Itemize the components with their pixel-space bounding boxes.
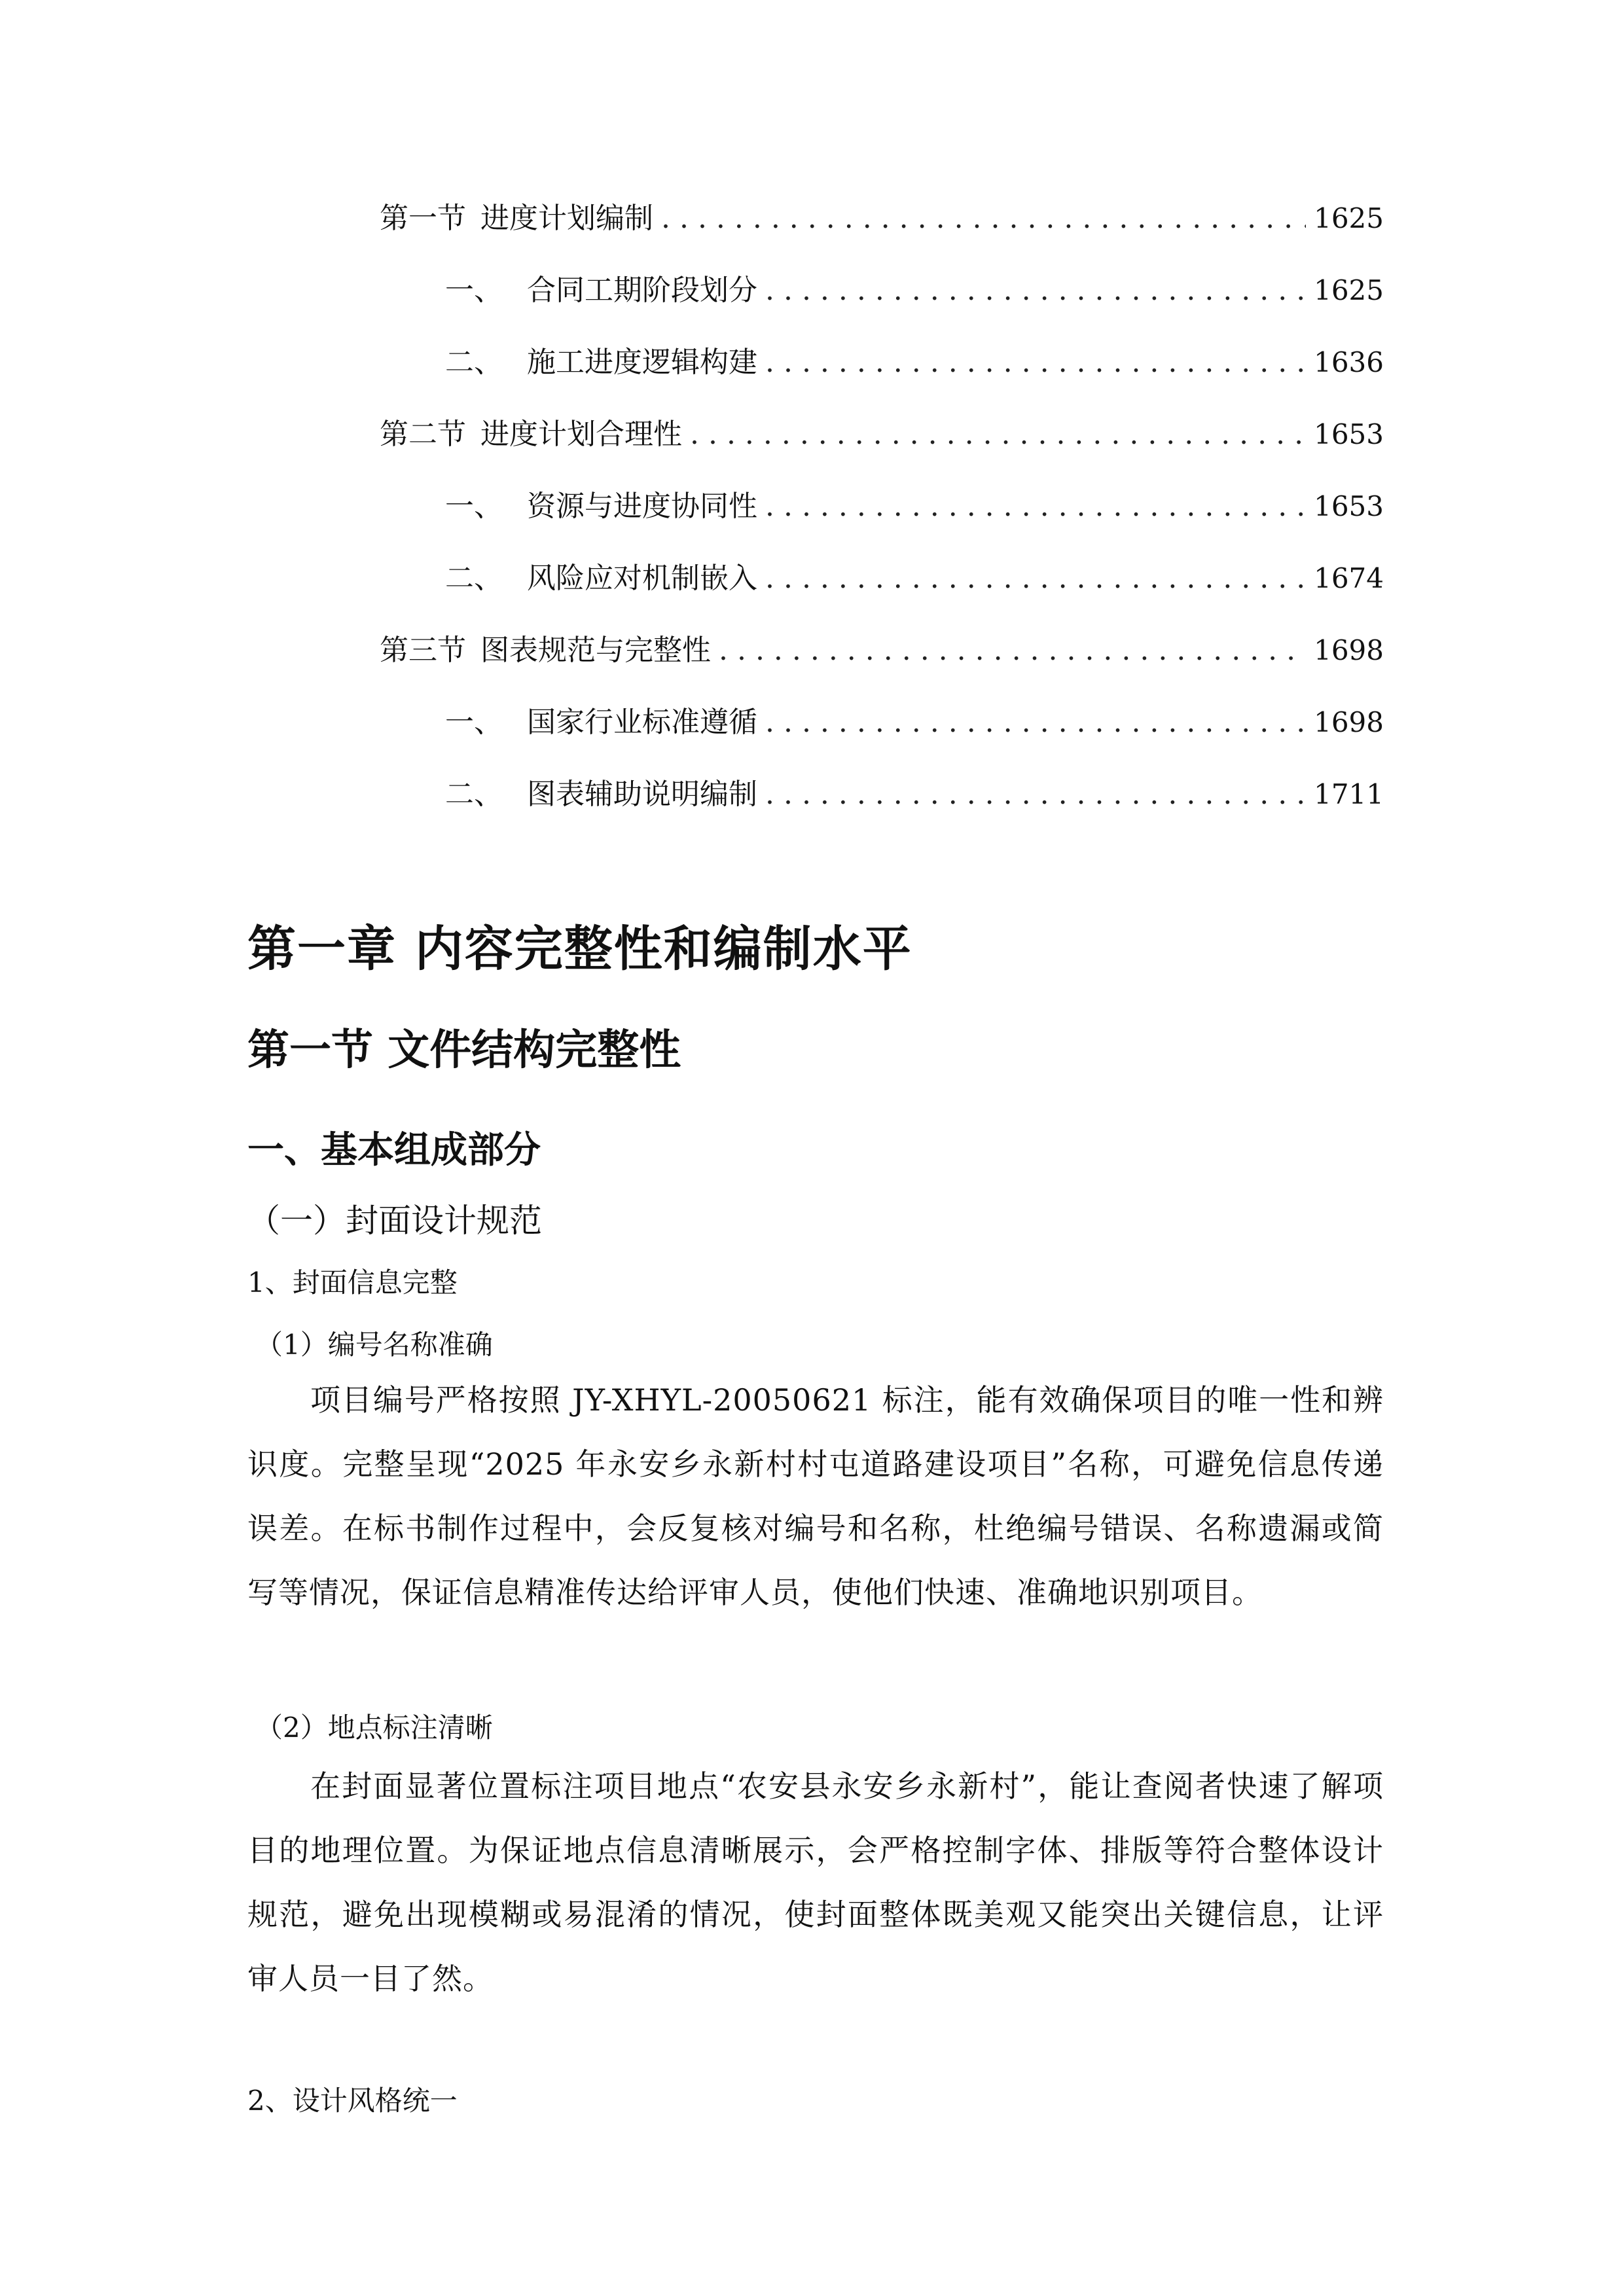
toc-leader-dots — [765, 271, 1306, 310]
toc-entry-title: 合同工期阶段划分 — [527, 274, 757, 307]
toc-entry[interactable] — [445, 271, 1384, 310]
toc-entry-page: 1674 — [1314, 562, 1384, 594]
toc-leader-dots — [765, 559, 1306, 598]
toc-entry-page: 1625 — [1314, 274, 1384, 306]
chapter-heading: 第一章 内容完整性和编制水平 — [247, 921, 912, 977]
toc-entry-number: 一、 — [445, 490, 503, 523]
toc-entry[interactable] — [380, 415, 1384, 454]
toc-entry-title: 图表规范与完整性 — [480, 634, 711, 667]
toc-entry-page: 1711 — [1314, 778, 1384, 810]
part-heading: 一、基本组成部分 — [247, 1129, 541, 1172]
toc-leader-dots — [765, 487, 1306, 526]
toc-leader-dots — [765, 775, 1306, 814]
item-heading: 2、设计风格统一 — [247, 2085, 458, 2117]
toc-entry[interactable] — [445, 343, 1384, 382]
toc-entry-title: 进度计划合理性 — [480, 418, 682, 451]
toc-entry-page: 1698 — [1314, 706, 1384, 738]
subsection-heading: （一）封面设计规范 — [247, 1202, 542, 1240]
body-paragraph: 在封面显著位置标注项目地点“农安县永安乡永新村”，能让查阅者快速了解项目的地理位置。为保证地点信息清晰展示，会严格控制字体、排版等符合整体设计规范，避免出现模糊或易混淆的情况，使封面整体既美观又能突出关键信息，让评审人员一目了然。 — [247, 1768, 1384, 1996]
toc-entry-title: 进度计划编制 — [480, 202, 653, 235]
toc-entry-number: 二、 — [445, 562, 503, 595]
toc-entry-number: 二、 — [445, 346, 503, 379]
toc-entry-page: 1636 — [1314, 346, 1384, 378]
toc-entry[interactable] — [445, 775, 1384, 814]
toc-entry-page: 1698 — [1314, 634, 1384, 666]
toc-entry-number: 第二节 — [380, 418, 466, 451]
toc-leader-dots — [690, 415, 1306, 454]
body-paragraph: 项目编号严格按照 JY-XHYL-20050621 标注，能有效确保项目的唯一性和辨识度。完整呈现“2025 年永安乡永新村村屯道路建设项目”名称，可避免信息传递误差。在标书制作过程中，会反复核对编号和名称，杜绝编号错误、名称遗漏或简写等情况，保证信息精准传达给评审人员，使他们快速、准确地识别项目。 — [247, 1382, 1384, 1610]
toc-entry-number: 一、 — [445, 706, 503, 739]
toc-entry[interactable] — [380, 199, 1384, 238]
toc-leader-dots — [661, 199, 1306, 238]
toc-entry-number: 二、 — [445, 778, 503, 811]
toc-entry-number: 第三节 — [380, 634, 466, 667]
toc-entry[interactable] — [445, 559, 1384, 598]
toc-entry-title: 施工进度逻辑构建 — [527, 346, 757, 379]
toc-leader-dots — [765, 703, 1306, 742]
toc-entry-number: 一、 — [445, 274, 503, 307]
toc-entry-page: 1625 — [1314, 202, 1384, 234]
toc-entry-page: 1653 — [1314, 418, 1384, 450]
toc-entry-number: 第一节 — [380, 202, 466, 235]
toc-entry-title: 风险应对机制嵌入 — [527, 562, 757, 595]
toc-leader-dots — [719, 631, 1306, 670]
item-heading: 1、封面信息完整 — [247, 1266, 458, 1299]
subitem-heading: （1）编号名称准确 — [255, 1329, 493, 1361]
toc-entry[interactable] — [380, 631, 1384, 670]
toc-entry-title: 资源与进度协同性 — [527, 490, 757, 523]
toc-entry-title: 国家行业标准遵循 — [527, 706, 757, 739]
subitem-heading: （2）地点标注清晰 — [255, 1712, 493, 1744]
toc-entry-title: 图表辅助说明编制 — [527, 778, 757, 811]
section-heading: 第一节 文件结构完整性 — [247, 1026, 681, 1075]
toc-leader-dots — [765, 343, 1306, 382]
toc-entry[interactable] — [445, 487, 1384, 526]
toc-entry-page: 1653 — [1314, 490, 1384, 522]
toc-entry[interactable] — [445, 703, 1384, 742]
